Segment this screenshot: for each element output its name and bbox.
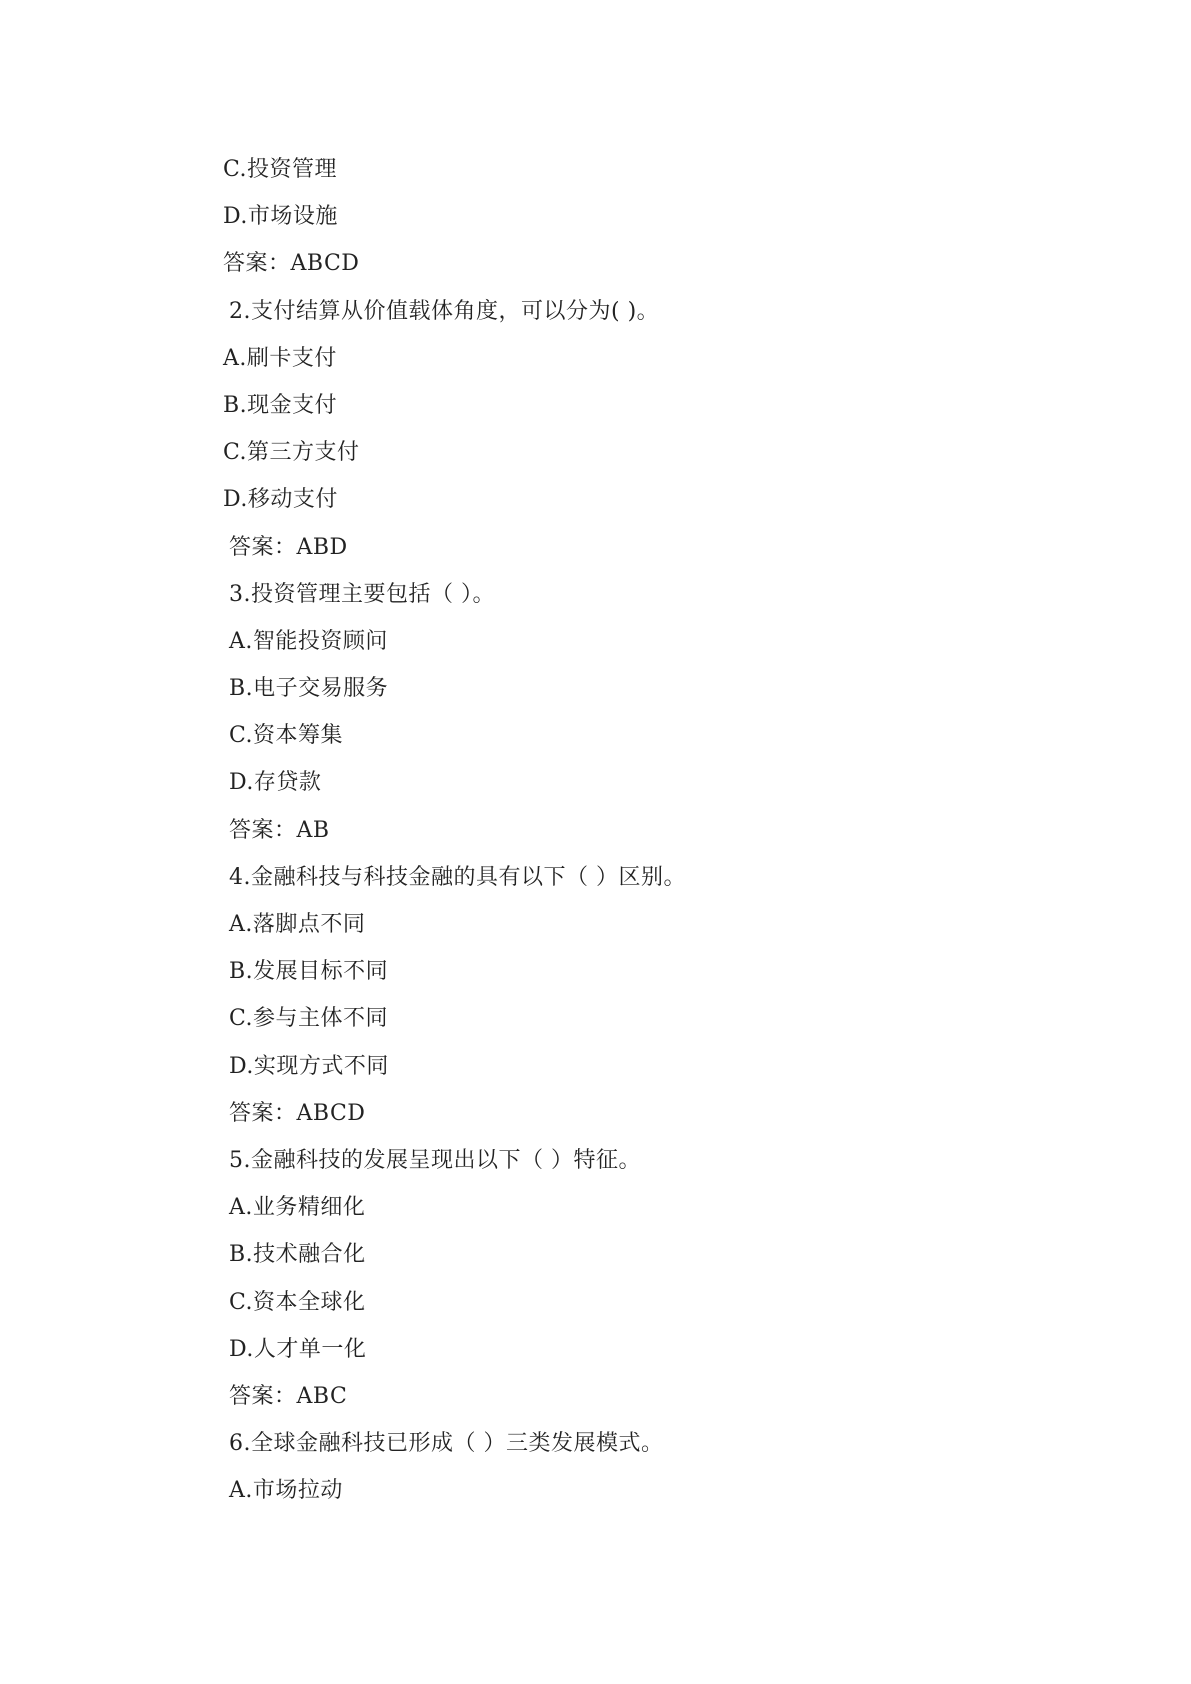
answer-line: 答案：ABC	[229, 1383, 348, 1409]
option-b: B.技术融合化	[229, 1242, 366, 1268]
question-5: 5.金融科技的发展呈现出以下（ ）特征。	[229, 1147, 641, 1173]
option-b: B.电子交易服务	[229, 676, 389, 702]
option-a: A.落脚点不同	[229, 912, 366, 937]
answer-line: 答案：ABCD	[223, 251, 360, 277]
option-d: D.存贷款	[229, 770, 322, 796]
question-3: 3.投资管理主要包括（ ）。	[229, 581, 495, 607]
answer-line: 答案：ABD	[229, 534, 348, 560]
option-c: C.第三方支付	[223, 440, 360, 466]
option-d: D.实现方式不同	[229, 1053, 389, 1079]
option-d: D.移动支付	[223, 487, 338, 513]
question-list	[0, 146, 1191, 1514]
option-d: D.市场设施	[223, 204, 338, 230]
option-a: A.市场拉动	[229, 1478, 343, 1504]
option-a: A.智能投资顾问	[229, 628, 388, 654]
option-c: C.资本全球化	[229, 1289, 366, 1315]
answer-line: 答案：AB	[229, 817, 330, 843]
option-c: C.投资管理	[223, 157, 338, 182]
option-b: B.现金支付	[223, 392, 338, 418]
option-c: C.资本筹集	[229, 723, 344, 749]
option-a: A.业务精细化	[229, 1195, 366, 1221]
answer-line: 答案：ABCD	[229, 1100, 366, 1126]
question-2: 2.支付结算从价值载体角度，可以分为( )。	[229, 298, 660, 324]
option-c: C.参与主体不同	[229, 1006, 389, 1032]
question-6: 6.全球金融科技已形成（ ）三类发展模式。	[229, 1431, 664, 1457]
option-a: A.刷卡支付	[223, 345, 337, 371]
option-d: D.人才单一化	[229, 1336, 367, 1362]
option-b: B.发展目标不同	[229, 959, 389, 985]
question-4: 4.金融科技与科技金融的具有以下（ ）区别。	[229, 864, 686, 890]
